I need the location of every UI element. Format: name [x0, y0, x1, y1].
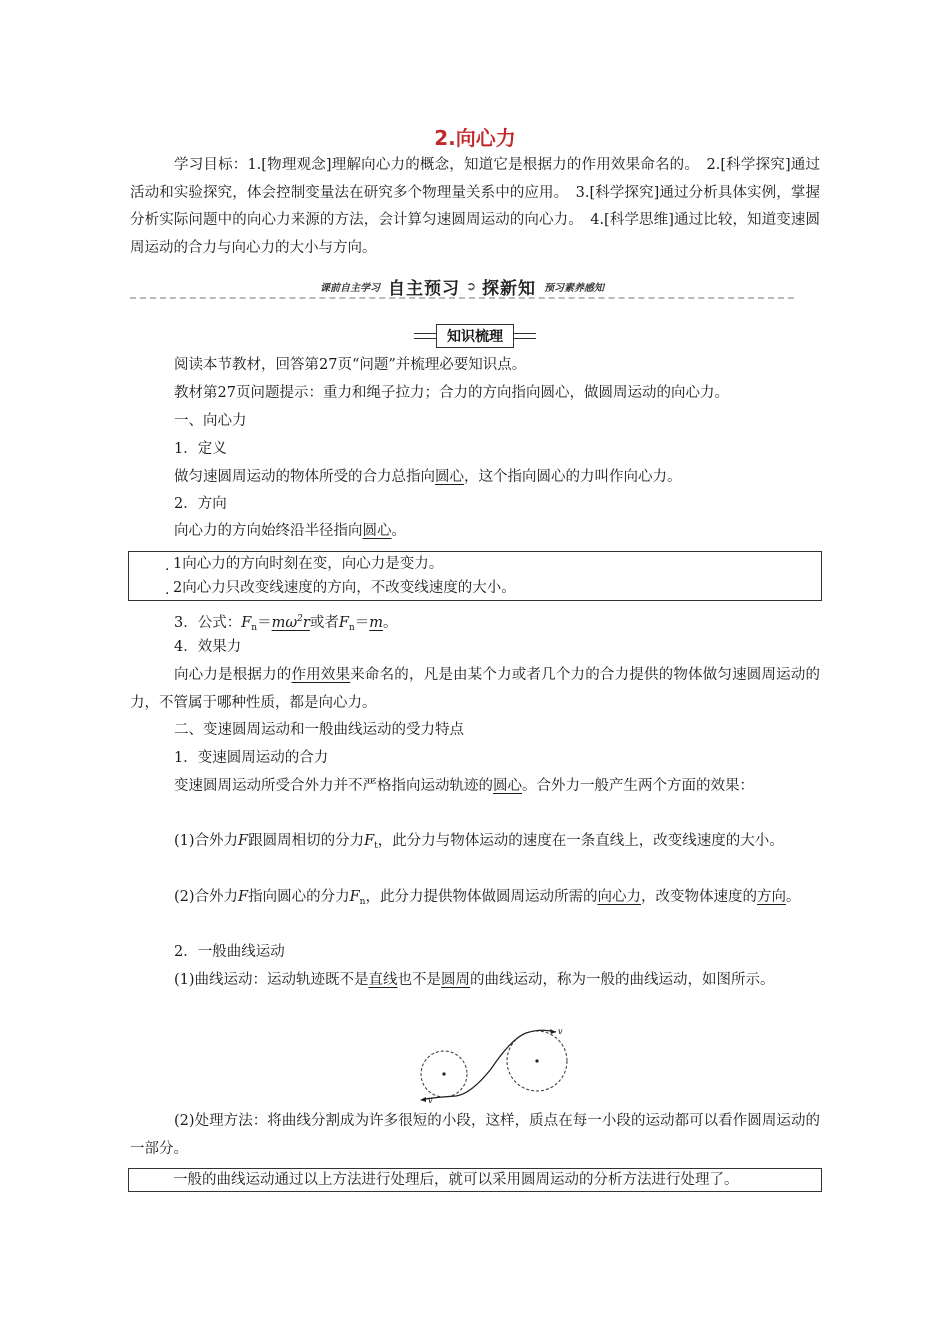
banner-left-label: 课前自主学习: [319, 282, 380, 294]
definition-part-a: 做匀速圆周运动的物体所受的合力总指向: [174, 469, 435, 485]
direction-part-a: 向心力的方向始终沿半径指向: [174, 523, 363, 539]
velocity-arrow-bottom: [420, 1097, 426, 1102]
formula-label: 3．公式：: [174, 615, 242, 631]
section-banner: [130, 275, 794, 299]
section-tag: 知识梳理: [436, 324, 514, 348]
banner-right-label: 预习素养感知: [544, 282, 605, 294]
direction-blank: 圆心: [362, 523, 392, 539]
effect-blank: 作用效果: [291, 667, 351, 683]
tag-right-line: [514, 333, 536, 339]
section-tag-row: [0, 324, 950, 348]
heading-definition: 1．定义: [174, 441, 227, 457]
p2-F: F: [238, 889, 249, 905]
variable-force-text: [130, 773, 820, 801]
bullet-dot-1: ·: [165, 562, 170, 578]
p2-part-b: 指向圆心的分力: [248, 889, 350, 905]
effect-part-b: 来命名的，凡是由某个力或者几个力的合力提供的物体做匀速圆周运动的力，不管属于哪种性质，都是向心力。: [130, 667, 821, 711]
formula-m: m: [271, 615, 286, 631]
processing-method-text: (2)处理方法：将曲线分割成为许多很短的小段，这样，质点在每一小段的运动都可以看作圆周运动的一部分。: [130, 1113, 820, 1157]
variable-blank: 圆心: [493, 778, 522, 794]
curve-trajectory: [422, 1030, 556, 1100]
effect-part-a: 向心力是根据力的: [174, 667, 292, 683]
banner-main-label-2: 探新知: [482, 278, 537, 299]
p2-part-c: ，此分力提供物体做圆周运动所需的: [365, 889, 598, 905]
direction-text: [130, 518, 820, 546]
note-box-1-line-1: 1向心力的方向时刻在变，向心力是变力。: [173, 556, 444, 572]
direction-part-b: 。: [391, 523, 406, 539]
p2-blank-2: 方向: [756, 889, 786, 905]
note-box-2: [128, 1168, 822, 1192]
normal-component-text: [130, 884, 820, 917]
formula-F: F: [241, 615, 252, 631]
textbook-hint: 教材第27页问题提示：重力和绳子拉力；合力的方向指向圆心，做圆周运动的向心力。: [174, 385, 729, 401]
formula-sub-n-2: n: [348, 623, 355, 633]
large-circle-center: [535, 1059, 538, 1062]
c1-blank-2: 圆周: [441, 972, 471, 988]
formula-sub-n: n: [251, 623, 258, 633]
velocity-label-bottom: v: [428, 1096, 433, 1104]
curve-motion-figure: [416, 1024, 576, 1104]
heading-variable-net-force: 1．变速圆周运动的合力: [174, 750, 329, 766]
variable-part-a: 变速圆周运动所受合外力并不严格指向运动轨迹的: [174, 778, 493, 794]
formula-equals-2: ＝: [354, 615, 370, 631]
note-box-2-text: 一般的曲线运动通过以上方法进行处理后，就可以采用圆周运动的分析方法进行处理了。: [173, 1172, 739, 1188]
page-title: 2.向心力: [434, 126, 516, 150]
heading-variable-motion: 二、变速圆周运动和一般曲线运动的受力特点: [174, 722, 464, 738]
tangential-component-text: [130, 828, 820, 861]
heading-centripetal-force: 一、向心力: [174, 413, 247, 429]
p2-sub-n: n: [359, 897, 366, 907]
curve-motion-text: [130, 967, 820, 995]
formula-F-2: F: [338, 615, 349, 631]
p1-part-a: (1)合外力: [174, 833, 239, 849]
definition-blank: 圆心: [435, 469, 464, 485]
c1-part-b: 也不是: [397, 972, 442, 988]
p1-part-c: ，此分力与物体运动的速度在一条直线上，改变线速度的大小。: [377, 833, 784, 849]
c1-part-a: (1)曲线运动：运动轨迹既不是: [174, 972, 369, 988]
formula-or: 或者: [309, 615, 339, 631]
p1-sub-t: t: [374, 841, 378, 851]
c1-part-c: 的曲线运动，称为一般的曲线运动，如图所示。: [470, 972, 775, 988]
small-circle-center: [442, 1072, 445, 1075]
velocity-label-top: v: [558, 1027, 563, 1036]
p1-Ft: F: [364, 833, 375, 849]
formula-r: r: [302, 615, 310, 631]
heading-general-curve: 2．一般曲线运动: [174, 944, 285, 960]
learning-objectives: 学习目标：1.[物理观念]理解向心力的概念，知道它是根据力的作用效果命名的。 2.[科学探究]通过活动和实验探究，体会控制变量法在研究多个物理量关系中的应用。 3.[科学探究]通过分析具体实例，掌握分析实际问题中的向心力来源的方法，会计算匀速圆周运动的向心力。 4.[科学思维]通过比较，知道变速圆周运动的合力与向心力的大小与方向。: [130, 157, 820, 256]
formula-square: 2: [297, 614, 303, 624]
p1-F: F: [238, 833, 249, 849]
p2-part-d: ，改变物体速度的: [640, 889, 757, 905]
formula-omega: ω: [285, 615, 298, 631]
heading-direction: 2．方向: [174, 496, 227, 512]
note-box-1-line-2: 2向心力只改变线速度的方向，不改变线速度的大小。: [173, 580, 516, 596]
formula-end: 。: [382, 615, 398, 631]
heading-effect-force: 4．效果力: [174, 639, 242, 655]
note-box-1: [128, 551, 822, 601]
effect-force-text: [130, 662, 820, 717]
definition-part-b: ，这个指向圆心的力叫作向心力。: [464, 469, 682, 485]
p1-part-b: 跟圆周相切的分力: [248, 833, 365, 849]
banner-main-label-1: 自主预习: [387, 278, 460, 299]
banner-arrow-icon: ➲: [465, 279, 477, 293]
tag-left-line: [414, 333, 436, 339]
bullet-dot-2: ·: [165, 586, 170, 602]
formula-blank-2: m: [369, 615, 383, 631]
p2-part-a: (2)合外力: [174, 889, 239, 905]
variable-part-b: 。合外力一般产生两个方面的效果：: [522, 778, 754, 794]
formula-blank-1: [272, 615, 310, 631]
p2-part-e: 。: [785, 889, 801, 905]
c1-blank-1: 直线: [368, 972, 398, 988]
reading-instruction: 阅读本节教材，回答第27页“问题”并梳理必要知识点。: [174, 357, 527, 373]
formula-equals: ＝: [257, 615, 272, 631]
p2-blank-1: 向心力: [597, 889, 641, 905]
definition-text: [130, 464, 820, 492]
p2-Fn: F: [349, 889, 360, 905]
